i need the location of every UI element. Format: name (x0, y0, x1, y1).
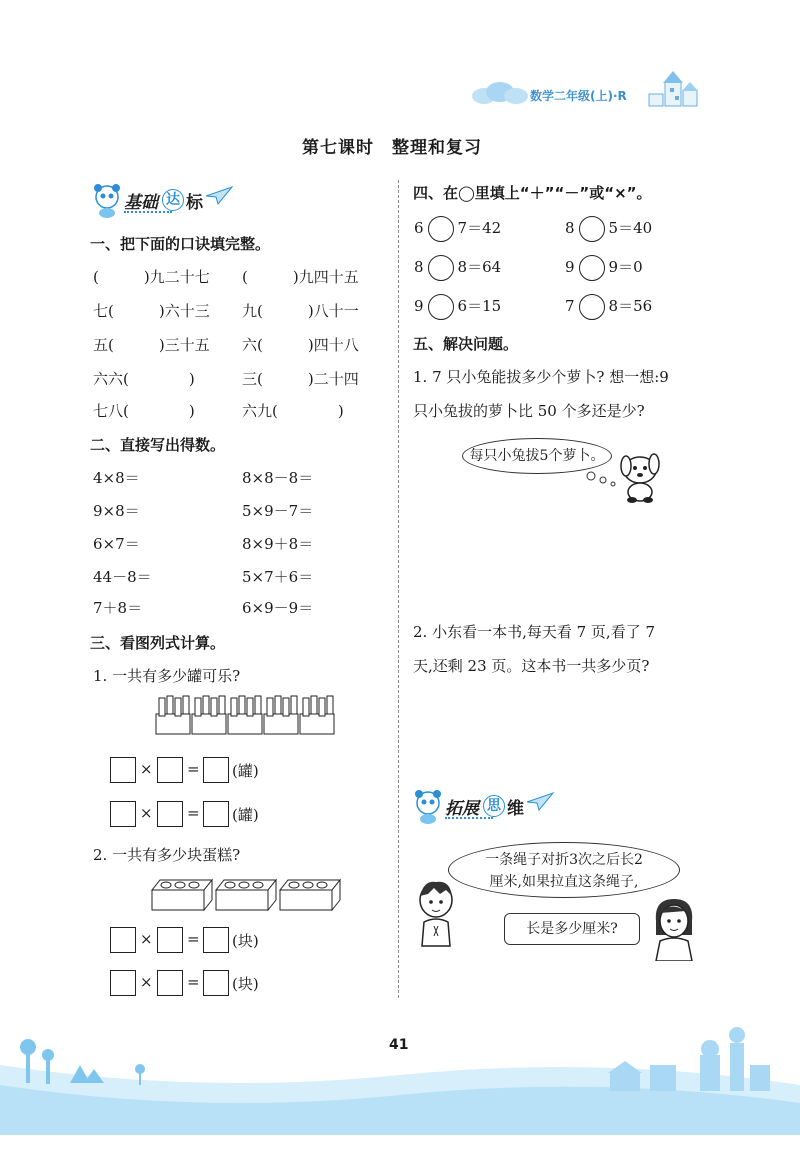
sec4-item-a: 9 (565, 258, 575, 276)
sec5-q2-line2: 天,还剩 23 页。这本书一共多少页? (413, 657, 650, 675)
badge-basic (92, 182, 242, 222)
sec2-r0-c0: 4×8＝ (93, 469, 140, 487)
sec2-r0-c1: 8×8－8＝ (242, 469, 314, 487)
sec5-q2-line1: 2. 小东看一本书,每天看 7 页,看了 7 (413, 623, 656, 641)
sec1-r4-c1: 六九( ) (242, 402, 344, 420)
unit-block: (块) (232, 932, 259, 950)
sec4-title: 四、在◯里填上“＋”“－”或“×”。 (413, 184, 652, 202)
header-house-icon (645, 68, 703, 108)
sec1-title: 一、把下面的口诀填完整。 (90, 235, 271, 253)
sec1-r3-c0: 六六( ) (93, 370, 195, 388)
badge-basic-text1: 基础 (124, 193, 158, 213)
equals-sign: = (187, 973, 200, 991)
sec1-r0-c1: ( )九四十五 (242, 268, 359, 286)
answer-box[interactable] (157, 757, 183, 783)
sec1-r1-c1: 九( )八十一 (242, 302, 359, 320)
operator-circle[interactable] (579, 216, 605, 242)
times-sign: × (140, 973, 153, 991)
sec5-q1-line1: 1. 7 只小兔能拔多少个萝卜? 想一想:9 (413, 368, 669, 386)
sec1-r4-c0: 七八( ) (93, 402, 195, 420)
sec3-q2: 2. 一共有多少块蛋糕? (93, 846, 241, 864)
sec1-r2-c1: 六( )四十八 (242, 336, 359, 354)
sec4-item-3 (565, 255, 643, 281)
answer-box[interactable] (157, 970, 183, 996)
operator-circle[interactable] (428, 294, 454, 320)
sec1-r0-c0: ( )九二十七 (93, 268, 210, 286)
sec1-r1-c0: 七( )六十三 (93, 302, 210, 320)
badge-basic-text2: 达 (162, 189, 184, 211)
times-sign: × (140, 804, 153, 822)
unit-block: (块) (232, 975, 259, 993)
equals-sign: = (187, 930, 200, 948)
bubble1-line1: 一条绳子对折3次之后长2 (485, 852, 643, 868)
answer-box[interactable] (110, 757, 136, 783)
speech-bubble-rabbit (462, 438, 612, 474)
sec4-item-2 (414, 255, 501, 281)
sec4-item-b: 6＝15 (457, 297, 502, 315)
sec3-q1: 1. 一共有多少罐可乐? (93, 667, 241, 685)
sec4-item-a: 7 (565, 297, 575, 315)
sec4-item-a: 9 (414, 297, 424, 315)
header-cloud-decoration (470, 80, 530, 106)
sec4-item-5 (565, 294, 652, 320)
paper-plane-icon (204, 184, 234, 206)
sec4-item-b: 5＝40 (608, 219, 653, 237)
answer-box[interactable] (203, 801, 229, 827)
sec5-title: 五、解决问题。 (413, 335, 519, 353)
panda-icon (92, 182, 122, 218)
sec4-item-0 (414, 216, 501, 242)
sec3-title: 三、看图列式计算。 (90, 634, 226, 652)
sec2-r1-c1: 5×9－7＝ (242, 502, 314, 520)
badge-extend-text2: 思 (483, 795, 505, 817)
sec2-r2-c1: 8×9＋8＝ (242, 535, 314, 553)
times-sign: × (140, 930, 153, 948)
paper-plane-icon (525, 790, 555, 812)
sec4-item-b: 8＝64 (457, 258, 502, 276)
badge-extend-text3: 维 (507, 799, 524, 819)
sec2-r3-c0: 44－8＝ (93, 568, 152, 586)
answer-box[interactable] (110, 801, 136, 827)
page-number: 41 (389, 1037, 409, 1053)
sec2-r4-c0: 7＋8＝ (93, 599, 143, 617)
dog-icon (614, 448, 670, 504)
bubble2-text: 长是多少厘米? (526, 921, 618, 937)
sec2-r2-c0: 6×7＝ (93, 535, 140, 553)
answer-box[interactable] (203, 970, 229, 996)
sec4-item-a: 8 (414, 258, 424, 276)
equals-sign: = (187, 760, 200, 778)
column-divider (398, 180, 399, 998)
sec2-title: 二、直接写出得数。 (90, 436, 226, 454)
equals-sign: = (187, 804, 200, 822)
badge-extend-text1: 拓展 (445, 799, 479, 819)
sec4-item-1 (565, 216, 652, 242)
operator-circle[interactable] (579, 255, 605, 281)
boy-icon (410, 878, 462, 948)
sec4-item-a: 8 (565, 219, 575, 237)
badge-extend-underline (445, 817, 493, 819)
sec4-item-4 (414, 294, 501, 320)
answer-box[interactable] (110, 927, 136, 953)
sec1-r2-c0: 五( )三十五 (93, 336, 210, 354)
answer-box[interactable] (203, 927, 229, 953)
badge-basic-underline (124, 211, 172, 213)
panda-icon (413, 788, 443, 824)
unit-can: (罐) (232, 806, 259, 824)
bubble-text: 每只小兔拔5个萝卜。 (469, 448, 605, 464)
operator-circle[interactable] (579, 294, 605, 320)
sec2-r4-c1: 6×9－9＝ (242, 599, 314, 617)
girl-icon (648, 895, 700, 961)
speech-bubble-girl (504, 913, 640, 945)
operator-circle[interactable] (428, 216, 454, 242)
sec5-q1-line2: 只小兔拔的萝卜比 50 个多还是少? (413, 402, 645, 420)
header-subject: 数学二年级(上)·R (530, 89, 627, 103)
cola-cans-illustration (154, 692, 342, 740)
unit-can: (罐) (232, 762, 259, 780)
badge-basic-text3: 标 (186, 193, 203, 213)
answer-box[interactable] (157, 801, 183, 827)
sec4-item-b: 9＝0 (608, 258, 643, 276)
cake-blocks-illustration (150, 874, 344, 912)
sec1-r3-c1: 三( )二十四 (242, 370, 359, 388)
sec4-item-b: 8＝56 (608, 297, 653, 315)
answer-box[interactable] (157, 927, 183, 953)
badge-extend (413, 788, 563, 828)
page-title: 第七课时 整理和复习 (302, 138, 482, 158)
bubble1-line2: 厘米,如果拉直这条绳子, (489, 874, 639, 890)
operator-circle[interactable] (428, 255, 454, 281)
sec4-item-a: 6 (414, 219, 424, 237)
sec2-r3-c1: 5×7＋6＝ (242, 568, 314, 586)
sec4-item-b: 7＝42 (457, 219, 502, 237)
sec2-r1-c0: 9×8＝ (93, 502, 140, 520)
answer-box[interactable] (203, 757, 229, 783)
times-sign: × (140, 760, 153, 778)
answer-box[interactable] (110, 970, 136, 996)
speech-bubble-boy (448, 842, 680, 898)
